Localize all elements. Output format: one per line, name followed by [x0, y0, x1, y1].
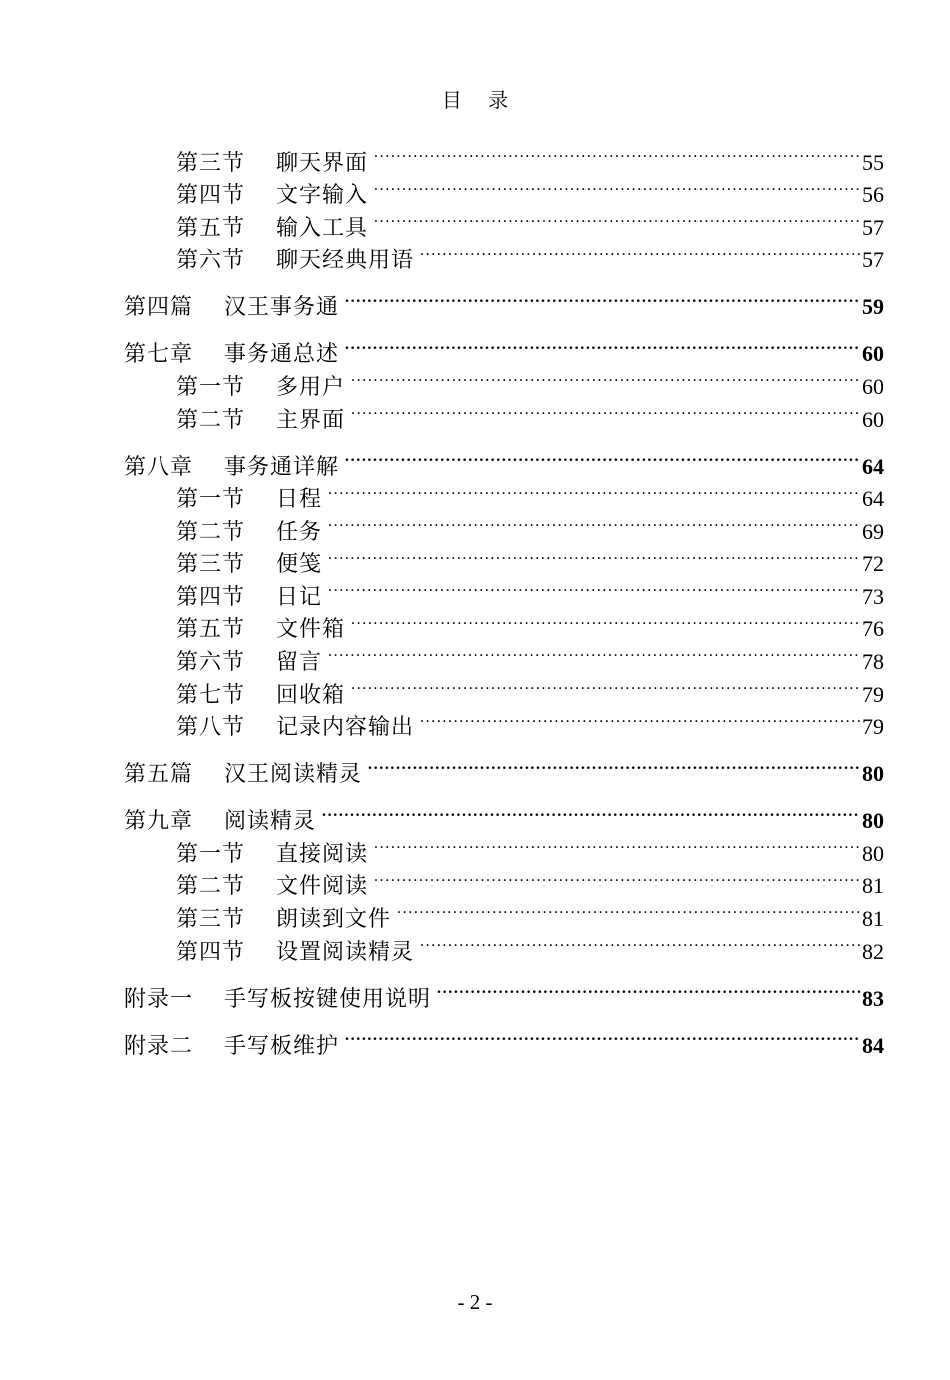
toc-entry[interactable] — [124, 329, 884, 368]
toc-entry[interactable] — [124, 1020, 884, 1059]
toc-entry-title: 汉王阅读精灵 — [224, 762, 363, 788]
toc-entry-label: 第九章 — [124, 809, 194, 835]
toc-entry-page: 79 — [862, 714, 884, 740]
toc-dot-leader — [345, 282, 860, 315]
toc-entry-label: 第二节 — [176, 874, 246, 900]
toc-entry-page: 73 — [862, 583, 884, 609]
toc-entry-label: 第四篇 — [124, 295, 194, 321]
toc-entry-label: 第四节 — [176, 939, 246, 965]
toc-entry-title: 直接阅读 — [276, 841, 369, 867]
toc-entry-title: 日程 — [276, 487, 323, 513]
toc-entry-title: 手写板维护 — [224, 1033, 340, 1059]
toc-entry-title: 任务 — [276, 519, 323, 545]
page-title: 目 录 — [441, 88, 519, 112]
toc-entry-label: 第三节 — [176, 907, 246, 933]
toc-entry-title: 文件箱 — [276, 617, 346, 643]
toc-dot-leader — [374, 202, 860, 235]
toc-entry-label: 第二节 — [176, 407, 246, 433]
toc-dot-leader — [351, 361, 860, 394]
toc-entry-page: 69 — [862, 518, 884, 544]
toc-entry-label: 第一节 — [176, 374, 246, 400]
toc-entry-label: 第七章 — [124, 342, 194, 368]
toc-entry-label: 第一节 — [176, 487, 246, 513]
toc-entry-title: 汉王事务通 — [224, 295, 340, 321]
toc-entry-page: 80 — [862, 808, 884, 834]
toc-dot-leader — [345, 329, 860, 362]
toc-dot-leader — [345, 1020, 860, 1053]
toc-entry-page: 81 — [862, 906, 884, 932]
toc-entry-page: 57 — [862, 247, 884, 273]
toc-entry-page: 55 — [862, 149, 884, 175]
toc-dot-leader — [420, 702, 860, 735]
toc-entry-page: 82 — [862, 938, 884, 964]
toc-entry-title: 聊天经典用语 — [276, 248, 415, 274]
toc-dot-leader — [397, 893, 860, 926]
toc-entry-page: 76 — [862, 616, 884, 642]
toc-entry-label: 第五节 — [176, 617, 246, 643]
toc-dot-leader — [328, 539, 860, 572]
toc-entry-label: 第二节 — [176, 519, 246, 545]
toc-dot-leader — [420, 926, 860, 959]
toc-entry[interactable] — [124, 796, 884, 835]
toc-entry-title: 留言 — [276, 650, 323, 676]
toc-entry-label: 第四节 — [176, 183, 246, 209]
toc-entry-page: 80 — [862, 761, 884, 787]
toc-entry-label: 第七节 — [176, 682, 246, 708]
toc-entry-label: 第六节 — [176, 248, 246, 274]
toc-dot-leader — [345, 441, 860, 474]
toc-entry[interactable] — [124, 749, 884, 788]
toc-dot-leader — [351, 669, 860, 702]
toc-entry[interactable] — [124, 441, 884, 480]
toc-entry-title: 文字输入 — [276, 183, 369, 209]
toc-entry-page: 80 — [862, 840, 884, 866]
toc-entry-title: 设置阅读精灵 — [276, 939, 415, 965]
toc-dot-leader — [368, 749, 860, 782]
toc-entry-page: 60 — [862, 373, 884, 399]
toc-entry-title: 事务通总述 — [224, 342, 340, 368]
toc-dot-leader — [351, 604, 860, 637]
toc-entry-label: 第八节 — [176, 715, 246, 741]
toc-entry-label: 第三节 — [176, 150, 246, 176]
toc-entry-page: 72 — [862, 551, 884, 577]
toc-entry-title: 日记 — [276, 584, 323, 610]
toc-entry-title: 输入工具 — [276, 215, 369, 241]
toc-entry-page: 64 — [862, 486, 884, 512]
toc-dot-leader — [328, 571, 860, 604]
toc-entry-label: 附录一 — [124, 986, 194, 1012]
toc-entry-page: 81 — [862, 873, 884, 899]
toc-entry[interactable] — [124, 282, 884, 321]
toc-entry-page: 60 — [862, 406, 884, 432]
toc-dot-leader — [374, 828, 860, 861]
toc-entry-title: 朗读到文件 — [276, 907, 392, 933]
toc-entry-title: 记录内容输出 — [276, 715, 415, 741]
toc-dot-leader — [374, 137, 860, 170]
toc-dot-leader — [328, 506, 860, 539]
toc-entry-title: 主界面 — [276, 407, 346, 433]
toc-entry-page: 59 — [862, 294, 884, 320]
toc-dot-leader — [374, 861, 860, 894]
toc-entry[interactable] — [124, 973, 884, 1012]
toc-entry-page: 57 — [862, 214, 884, 240]
toc-entry-title: 回收箱 — [276, 682, 346, 708]
toc-entry-page: 83 — [862, 985, 884, 1011]
toc-entry-page: 64 — [862, 453, 884, 479]
table-of-contents — [124, 137, 884, 1059]
toc-entry-title: 多用户 — [276, 374, 346, 400]
toc-dot-leader — [322, 796, 860, 829]
toc-dot-leader — [374, 170, 860, 203]
page-number: - 2 - — [457, 1290, 493, 1314]
toc-entry-label: 第三节 — [176, 552, 246, 578]
toc-entry-label: 第五节 — [176, 215, 246, 241]
toc-entry[interactable] — [124, 137, 884, 176]
toc-entry-page: 79 — [862, 681, 884, 707]
toc-entry-title: 事务通详解 — [224, 454, 340, 480]
toc-entry-title: 文件阅读 — [276, 874, 369, 900]
toc-dot-leader — [328, 636, 860, 669]
toc-entry-label: 第一节 — [176, 841, 246, 867]
toc-dot-leader — [437, 973, 860, 1006]
toc-dot-leader — [420, 235, 860, 268]
toc-entry-page: 60 — [862, 341, 884, 367]
toc-entry-title: 便笺 — [276, 552, 323, 578]
toc-dot-leader — [351, 394, 860, 427]
toc-entry-label: 附录二 — [124, 1033, 194, 1059]
toc-entry-title: 手写板按键使用说明 — [224, 986, 432, 1012]
toc-entry-title: 聊天界面 — [276, 150, 369, 176]
toc-dot-leader — [328, 474, 860, 507]
toc-entry-label: 第五篇 — [124, 762, 194, 788]
toc-entry-label: 第八章 — [124, 454, 194, 480]
toc-entry-page: 84 — [862, 1032, 884, 1058]
toc-entry-label: 第六节 — [176, 650, 246, 676]
toc-entry-title: 阅读精灵 — [224, 809, 317, 835]
toc-entry-page: 56 — [862, 182, 884, 208]
toc-entry-page: 78 — [862, 649, 884, 675]
toc-entry-label: 第四节 — [176, 584, 246, 610]
